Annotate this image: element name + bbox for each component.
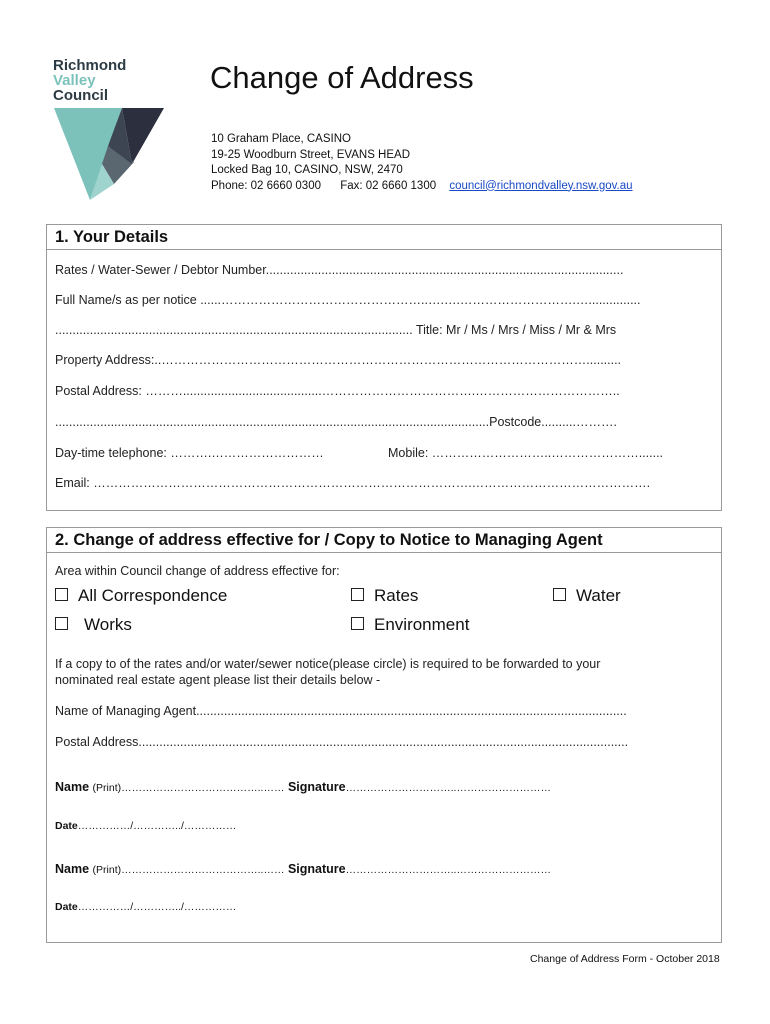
signature-field[interactable]: …………………………..………………………: [345, 782, 551, 794]
daytime-telephone-field[interactable]: Day-time telephone: ……….………………………: [55, 446, 324, 460]
date-label: Date: [55, 820, 78, 832]
title-field[interactable]: ....................................................................................................... Title: Mr / Ms / Mrs / Miss / Mr & Mrs: [55, 323, 617, 337]
name-label: Name: [55, 780, 90, 794]
section-1-heading: 1. Your Details: [47, 225, 721, 250]
instructions-line-2: nominated real estate agent please list their details below -: [55, 673, 381, 687]
date-field[interactable]: ……………/…………../……………: [77, 820, 237, 832]
postal-address-field[interactable]: Postal Address: ………........................................……………………………….……………………………..: [55, 384, 620, 398]
print-label: (Print): [92, 782, 122, 794]
date-label: Date: [55, 901, 78, 913]
option-label: Works: [84, 615, 132, 634]
logo-line-richmond: Richmond: [53, 57, 127, 74]
checkbox-icon: [351, 617, 364, 630]
name-label: Name: [55, 862, 90, 876]
council-address: [211, 132, 633, 194]
checkbox-icon: [55, 588, 68, 601]
checkbox-icon: [55, 617, 68, 630]
change-of-address-section: [46, 527, 722, 943]
name-print-field[interactable]: …………………………………..……: [121, 864, 285, 876]
date-row-1: [55, 820, 236, 832]
contact-line: [211, 179, 633, 195]
signature-label: Signature: [287, 780, 346, 794]
signature-row-1: [55, 780, 551, 794]
agent-postal-address-field[interactable]: Postal Address.............................................................................................................................................: [55, 735, 629, 749]
mobile-field[interactable]: Mobile: ………………………..………………….......: [388, 446, 664, 460]
full-name-field[interactable]: Full Name/s as per notice ......…………………………………………..….….……………………….…...............: [55, 293, 641, 307]
option-label: Water: [576, 586, 621, 605]
date-row-2: [55, 901, 236, 913]
address-line-1: 10 Graham Place, CASINO: [211, 133, 351, 145]
property-address-field[interactable]: Property Address:..…………………………………………………………………………………………..........: [55, 353, 622, 367]
email-field[interactable]: Email: ……………………………………………………………………………….…………………………………….: [55, 476, 651, 490]
instructions-line-1: If a copy to of the rates and/or water/sewer notice(please circle) is required to be forwarded to your: [55, 657, 601, 671]
address-line-3: Locked Bag 10, CASINO, NSW, 2470: [211, 164, 403, 176]
checkbox-icon: [553, 588, 566, 601]
option-label: Environment: [374, 615, 470, 634]
address-line-2: 19-25 Woodburn Street, EVANS HEAD: [211, 148, 411, 161]
date-field[interactable]: ……………/…………../……………: [77, 901, 237, 913]
checkbox-water[interactable]: [553, 586, 621, 606]
option-label: Rates: [374, 586, 419, 605]
signature-row-2: [55, 862, 551, 876]
signature-label: Signature: [287, 862, 346, 876]
area-effective-label: Area within Council change of address effective for:: [55, 564, 340, 578]
council-email-link[interactable]: council@richmondvalley.nsw.gov.au: [449, 179, 633, 192]
phone-number: Phone: 02 6660 0300: [211, 179, 321, 192]
agent-copy-instructions: [55, 656, 600, 688]
name-print-field[interactable]: …………………………………..……: [121, 782, 285, 794]
logo-line-council: Council: [53, 87, 108, 104]
checkbox-icon: [351, 588, 364, 601]
checkbox-environment[interactable]: [351, 615, 469, 635]
footer-form-version: Change of Address Form - October 2018: [530, 953, 720, 965]
option-label: All Correspondence: [78, 586, 228, 605]
rates-number-field[interactable]: Rates / Water-Sewer / Debtor Number.......................................................................................................: [55, 263, 624, 277]
council-logo-icon: [52, 106, 166, 202]
checkbox-rates[interactable]: [351, 586, 418, 606]
managing-agent-name-field[interactable]: Name of Managing Agent............................................................................................................................: [55, 704, 627, 718]
checkbox-all-correspondence[interactable]: [55, 586, 227, 606]
postcode-field[interactable]: .............................................................................................................................Postcode..........……….: [55, 415, 617, 429]
print-label: (Print): [92, 864, 122, 876]
checkbox-works[interactable]: [55, 615, 132, 635]
section-2-heading: 2. Change of address effective for / Copy to Notice to Managing Agent: [47, 528, 721, 553]
council-logo-text: [53, 58, 126, 103]
page-title: Change of Address: [210, 60, 474, 95]
logo-line-valley: Valley: [53, 72, 96, 89]
fax-number: Fax: 02 6660 1300: [340, 179, 437, 192]
signature-field[interactable]: …………………………..………………………: [345, 864, 551, 876]
your-details-section: [46, 224, 722, 511]
